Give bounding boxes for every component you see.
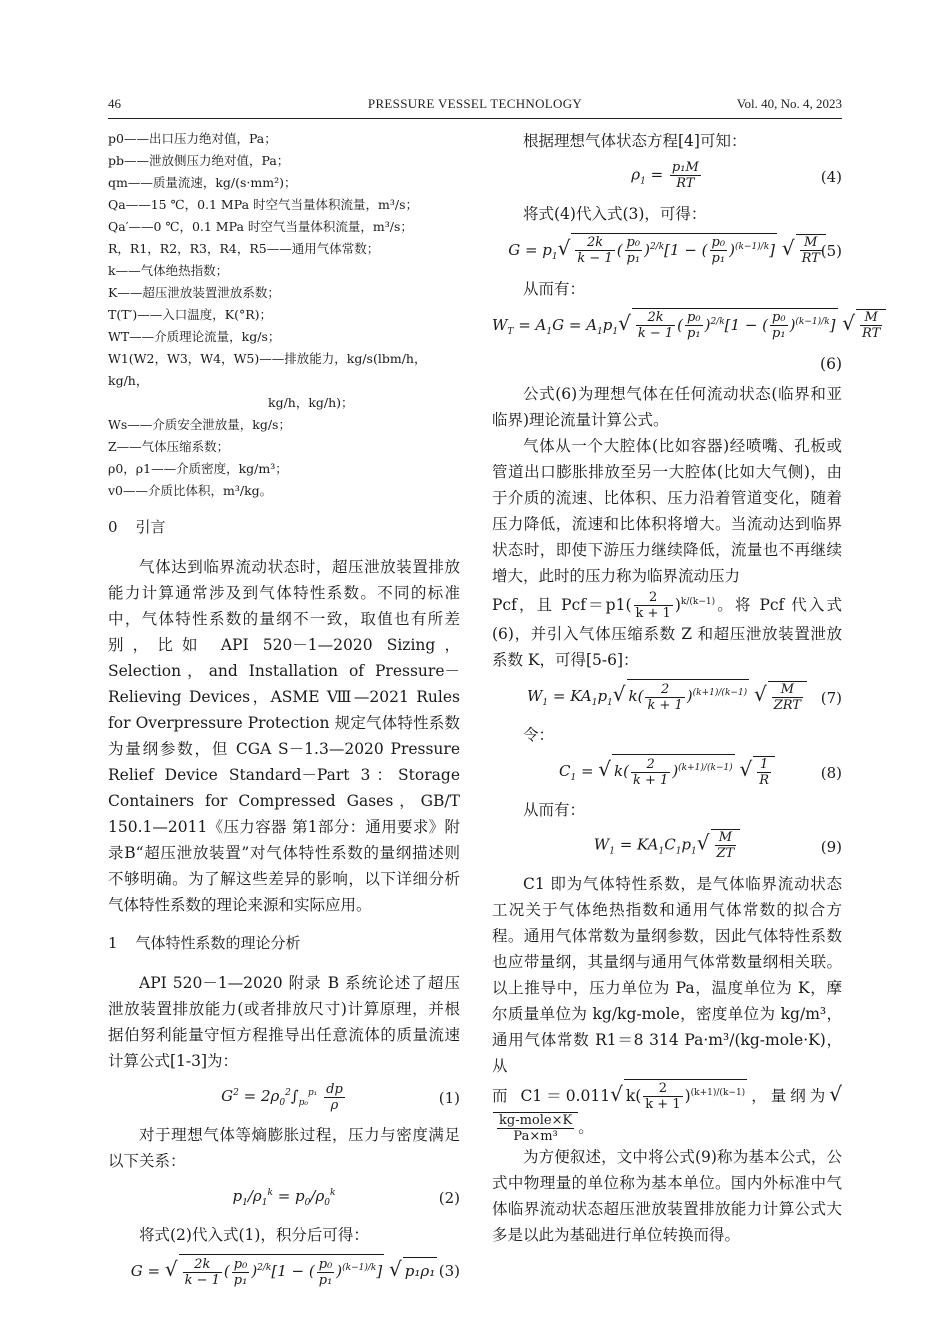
symbol-item: Qa——15 ℃，0.1 MPa 时空气当量体积流量，m³/s； bbox=[108, 197, 418, 212]
journal-title: PRESSURE VESSEL TECHNOLOGY bbox=[367, 96, 583, 111]
symbol-item-w bbox=[108, 348, 460, 414]
basic-formula-paragraph: 为方便叙述，文中将公式(9)称为基本公式，公式中物理量的单位称为基本单位。国内外标准中气体临界流动状态超压泄放装置排放能力计算公式大多是以此为基础进行单位转换而得。 bbox=[492, 1148, 842, 1245]
c1-tail: ，量纲为 bbox=[747, 1086, 830, 1105]
symbol-item: Ws——介质安全泄放量，kg/s； bbox=[108, 417, 291, 432]
symbol-item: p0——出口压力绝对值，Pa； bbox=[108, 131, 277, 146]
section-heading-1 bbox=[108, 930, 460, 956]
equation-4: $\rho_1$ = $\frac{\text{p₁M}}{RT}$ (4) bbox=[631, 160, 842, 191]
eq6-description: 公式(6)为理想气体在任何流动状态(临界和亚临界)理论流量计算公式。 bbox=[492, 384, 842, 429]
section-number: 0 bbox=[108, 518, 118, 536]
right-column bbox=[492, 128, 881, 1248]
symbol-item: ρ0，ρ1——介质密度，kg/m³； bbox=[108, 461, 288, 476]
equation-number: (1) bbox=[438, 1089, 460, 1107]
equation-number: (2) bbox=[438, 1189, 460, 1207]
symbol-w-line2: kg/h，kg/h)； bbox=[268, 395, 354, 410]
pcf-prefix: Pcf，且 Pcf＝p1( bbox=[492, 595, 632, 614]
left-column bbox=[108, 128, 460, 1294]
equation-1: $G^2 = 2\rho_0^2\int_{p_0}^{p_1}$ $\frac{dp}{\rho}$ (1) bbox=[221, 1081, 460, 1113]
section-number: 1 bbox=[108, 934, 118, 952]
units-numerator: kg-mole×K bbox=[499, 1113, 573, 1129]
equation-5: $G = p_1√$ $\frac{2k}{k - 1}$ ( $\frac{\text{p₀}}{\text{p₁}}$ )$^{2/k}$[1 − ( $\frac{\text{p₀}}{\text{p₁}}$ )$^{(k-1)/k}$] √ $\frac{M}{RT}$ (5) bbox=[492, 233, 842, 270]
symbol-w-line1: W1(W2，W3，W4，W5)——排放能力，kg/s(lbm/h，kg/h， bbox=[108, 351, 427, 388]
page-number: 46 bbox=[108, 96, 121, 111]
symbol-item: pb——泄放侧压力绝对值，Pa； bbox=[108, 153, 290, 168]
equation-number: (4) bbox=[820, 168, 842, 187]
section-title: 气体特性系数的理论分析 bbox=[135, 934, 301, 952]
symbol-item: T(T′)——入口温度，K(°R)； bbox=[108, 307, 273, 322]
symbol-item: qm——质量流速，kg/(s·mm²)； bbox=[108, 175, 297, 190]
thus-paragraph-1: 从而有： bbox=[523, 279, 586, 298]
isentropic-paragraph: 对于理想气体等熵膨胀过程，压力与密度满足以下关系： bbox=[108, 1126, 460, 1170]
state-equation-paragraph: 根据理想气体状态方程[4]可知： bbox=[523, 132, 747, 150]
substitution-paragraph: 将式(2)代入式(1)，积分后可得： bbox=[139, 1226, 369, 1244]
equation-number: (5) bbox=[820, 242, 842, 260]
equation-3: G = √ $\frac{2k}{k - 1}$ ( $\frac{\text{p₀}}{\text{p₁}}$ )$^{2/k}$[1 − ( $\frac{\text{p₀}}{\text{p₁}}$ )$^{(k-1)/k}$] √ p₁ρ₁ (3) bbox=[108, 1254, 460, 1288]
equation-6: $W_T = A_1G = A_1p_1√$ $\frac{2k}{k - 1}$ ( $\frac{\text{p₀}}{\text{p₁}}$ )$^{2/k}$[1 − ( $\frac{\text{p₀}}{\text{p₁}}$ )$^{(k-1)/k}$] √ $\frac{M}{RT}$ bbox=[492, 308, 842, 345]
equation-number: (7) bbox=[820, 688, 842, 707]
c1-paragraph: C1 即为气体特性系数，是气体临界流动状态工况关于气体绝热指数和通用气体常数的拟合方程。通用气体常数为量纲参数，因此气体特性系数也应带量纲，其量纲与通用气体常数量纲相关联。以上推导中，压力单位为 Pa，温度单位为 K，摩尔质量单位为 kg/kg-mole，密度单位为 kg/m³，通用气体常数 R1＝8 314 Pa·m³/(kg-mole·K)，从 bbox=[492, 874, 842, 1075]
section-title: 引言 bbox=[135, 518, 166, 536]
intro-paragraph: 气体达到临界流动状态时，超压泄放装置排放能力计算通常涉及到气体特性系数。不同的标准中，气体特性系数的量纲不一致，取值也有所差别，比如 API 520－1—2020 Sizing，Selection，and Installation of Pressure－Relieving Devices，ASME Ⅷ—2021 Rules for Overpressure Protection 规定气体特性系数为量纲参数，但 CGA S－1.3—2020 Pressure Relief Device Standard－Part 3：Storage Containers for Compressed Gases，GB/T 150.1—2011《压力容器 第1部分：通用要求》附录B“超压泄放装置”对气体特性系数的量纲描述则不够明确。为了解这些差异的影响，以下详细分析气体特性系数的理论来源和实际应用。 bbox=[108, 558, 460, 914]
equation-number: (8) bbox=[820, 763, 842, 782]
c1-value-line: 而 C1＝0.011√ k( $\frac{2}{k + 1}$ )$^{(k+1)/(k-1)}$ ，量纲为√ $\frac{\text{kg-mole×K}}{\text{Pa×m³}}$ 。 bbox=[492, 1079, 842, 1145]
equation-number: (3) bbox=[438, 1261, 460, 1280]
symbol-item: Z——气体压缩系数； bbox=[108, 439, 230, 454]
api-paragraph: API 520－1—2020 附录 B 系统论述了超压泄放装置排放能力(或者排放尺寸)计算原理，并根据伯努利能量守恒方程推导出任意流体的质量流速计算公式[1-3]为： bbox=[108, 974, 460, 1070]
section-heading-0 bbox=[108, 514, 460, 540]
equation-number-6: (6) bbox=[820, 354, 842, 373]
header-rule bbox=[108, 118, 842, 119]
issue-info: Vol. 40, No. 4, 2023 bbox=[736, 96, 842, 111]
critical-pressure-line: Pcf，且 Pcf＝p1( $\frac{2}{k + 1}$ )$^{k/(k-1)}$。将 Pcf 代入式(6)，并引入气体压缩系数 Z 和超压泄放装置泄放系数 K，可得[5-6]： bbox=[492, 590, 842, 670]
equation-7: $W_1 = KA_1p_1√$ k( $\frac{2}{k + 1}$ )$^{(k+1)/(k-1)}$ √ $\frac{M}{\text{ZRT}}$ (7) bbox=[492, 679, 842, 716]
symbol-item: v0——介质比体积，m³/kg。 bbox=[108, 483, 273, 498]
symbol-item: K——超压泄放装置泄放系数； bbox=[108, 285, 280, 300]
substitution-paragraph-4: 将式(4)代入式(3)，可得： bbox=[523, 204, 707, 223]
equation-9: $W_1 = KA_1C_1p_1√$ $\frac{M}{ZT}$ (9) bbox=[593, 830, 842, 862]
critical-tail: 将 Pcf 代入式(6)，并引入气体压缩系数 Z 和超压泄放装置泄放系数 K，可得[5-6]： bbox=[492, 595, 842, 670]
units-denominator: Pa×m³ bbox=[513, 1129, 558, 1145]
symbol-item: WT——介质理论流量，kg/s； bbox=[108, 329, 281, 344]
symbol-item: Qa′——0 ℃，0.1 MPa 时空气当量体积流量，m³/s； bbox=[108, 219, 413, 234]
symbol-item: R，R1，R2，R3，R4，R5——通用气体常数； bbox=[108, 241, 380, 256]
symbol-list bbox=[108, 128, 460, 502]
equation-number: (9) bbox=[820, 837, 842, 856]
equation-2: $p_1/\rho_1^k = p_0/\rho_0^k$ (2) bbox=[108, 1180, 460, 1216]
let-paragraph: 令： bbox=[523, 726, 555, 745]
c1-prefix: 而 C1＝0.011 bbox=[492, 1086, 611, 1105]
equation-8: $C_1$ = √ k( $\frac{2}{k + 1}$ )$^{(k+1)/(k-1)}$ √ $\frac{1}{R}$ (8) bbox=[492, 754, 842, 791]
symbol-item: k——气体绝热指数； bbox=[108, 263, 229, 278]
thus-paragraph-2: 从而有： bbox=[523, 801, 586, 820]
critical-flow-paragraph: 气体从一个大腔体(比如容器)经喷嘴、孔板或管道出口膨胀排放至另一大腔体(比如大气侧)，由于介质的流速、比体积、压力沿着管道变化，随着压力降低，流速和比体积将增大。当流动达到临界状态时，即使下游压力继续降低，流量也不再继续增大，此时的压力称为临界流动压力 bbox=[492, 436, 842, 585]
